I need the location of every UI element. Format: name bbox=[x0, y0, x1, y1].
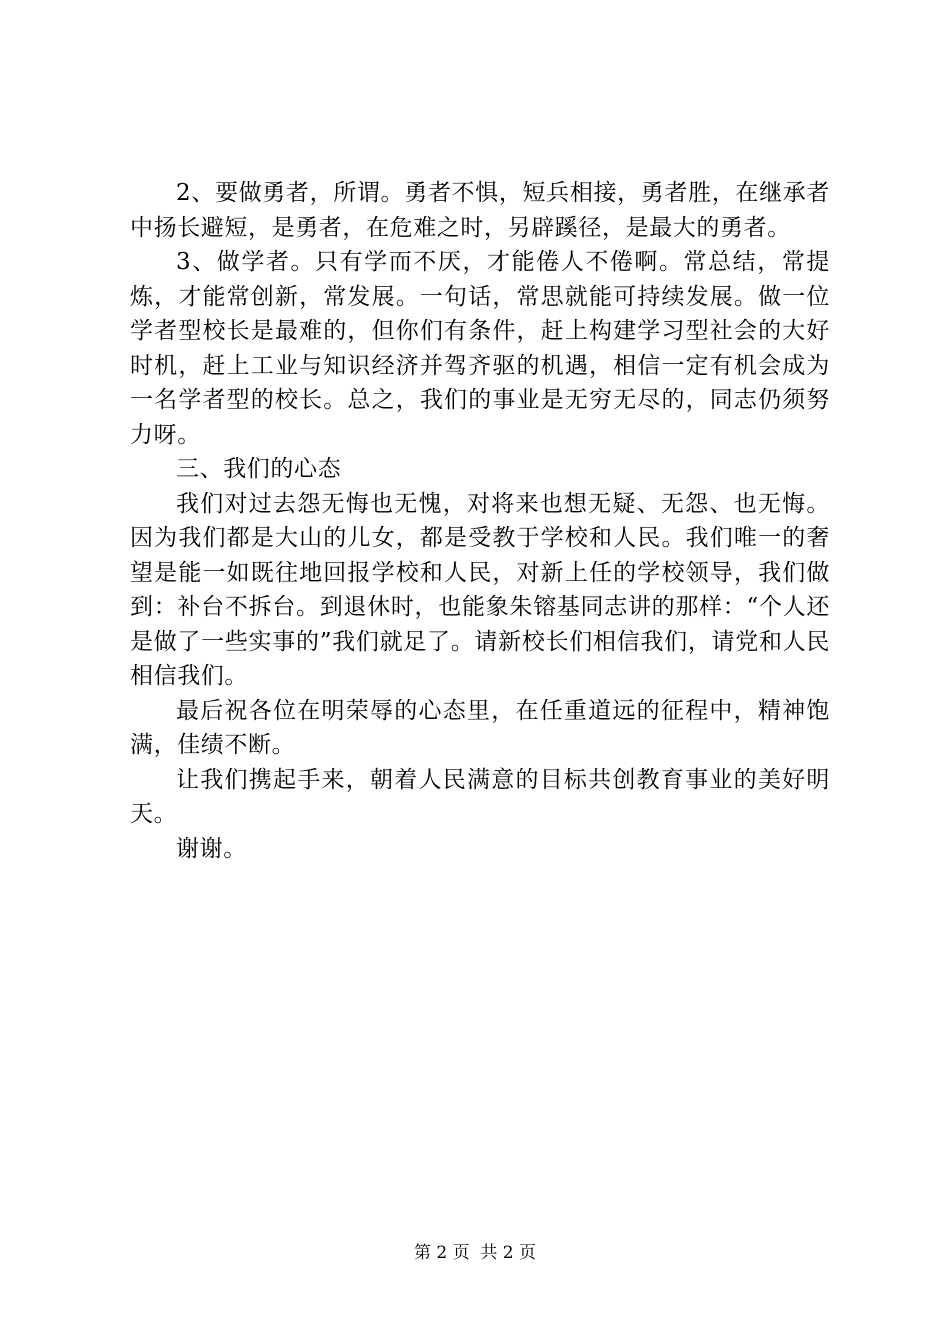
page-footer: 第 2 页 共 2 页 bbox=[413, 1243, 537, 1263]
paragraph-wishes: 最后祝各位在明荣辱的心态里，在任重道远的征程中，精神饱满，佳绩不断。 bbox=[130, 697, 830, 758]
paragraph-brave: 2、要做勇者，所谓。勇者不惧，短兵相接，勇者胜，在继承者中扬长避短，是勇者，在危难之时，另辟蹊径，是最大的勇者。 bbox=[130, 180, 830, 241]
paragraph-closing: 让我们携起手来，朝着人民满意的目标共创教育事业的美好明天。 bbox=[130, 766, 830, 827]
document-body bbox=[130, 176, 830, 866]
paragraph-scholar: 3、做学者。只有学而不厌，才能倦人不倦啊。常总结，常提炼，才能常创新，常发展。一句话，常思就能可持续发展。做一位学者型校长是最难的，但你们有条件，赶上构建学习型社会的大好时机，赶上工业与知识经济并驾齐驱的机遇，相信一定有机会成为一名学者型的校长。总之，我们的事业是无穷无尽的，同志仍须努力呀。 bbox=[130, 249, 830, 448]
paragraph-thanks: 谢谢。 bbox=[176, 835, 247, 862]
section-heading-mindset: 三、我们的心态 bbox=[176, 456, 342, 482]
paragraph-mindset: 我们对过去怨无悔也无愧，对将来也想无疑、无怨、也无悔。因为我们都是大山的儿女，都是受教于学校和人民。我们唯一的奢望是能一如既往地回报学校和人民，对新上任的学校领导，我们做到：补台不拆台。到退休时，也能象朱镕基同志讲的那样：“个人还是做了一些实事的”我们就足了。请新校长们相信我们，请党和人民相信我们。 bbox=[130, 490, 830, 689]
